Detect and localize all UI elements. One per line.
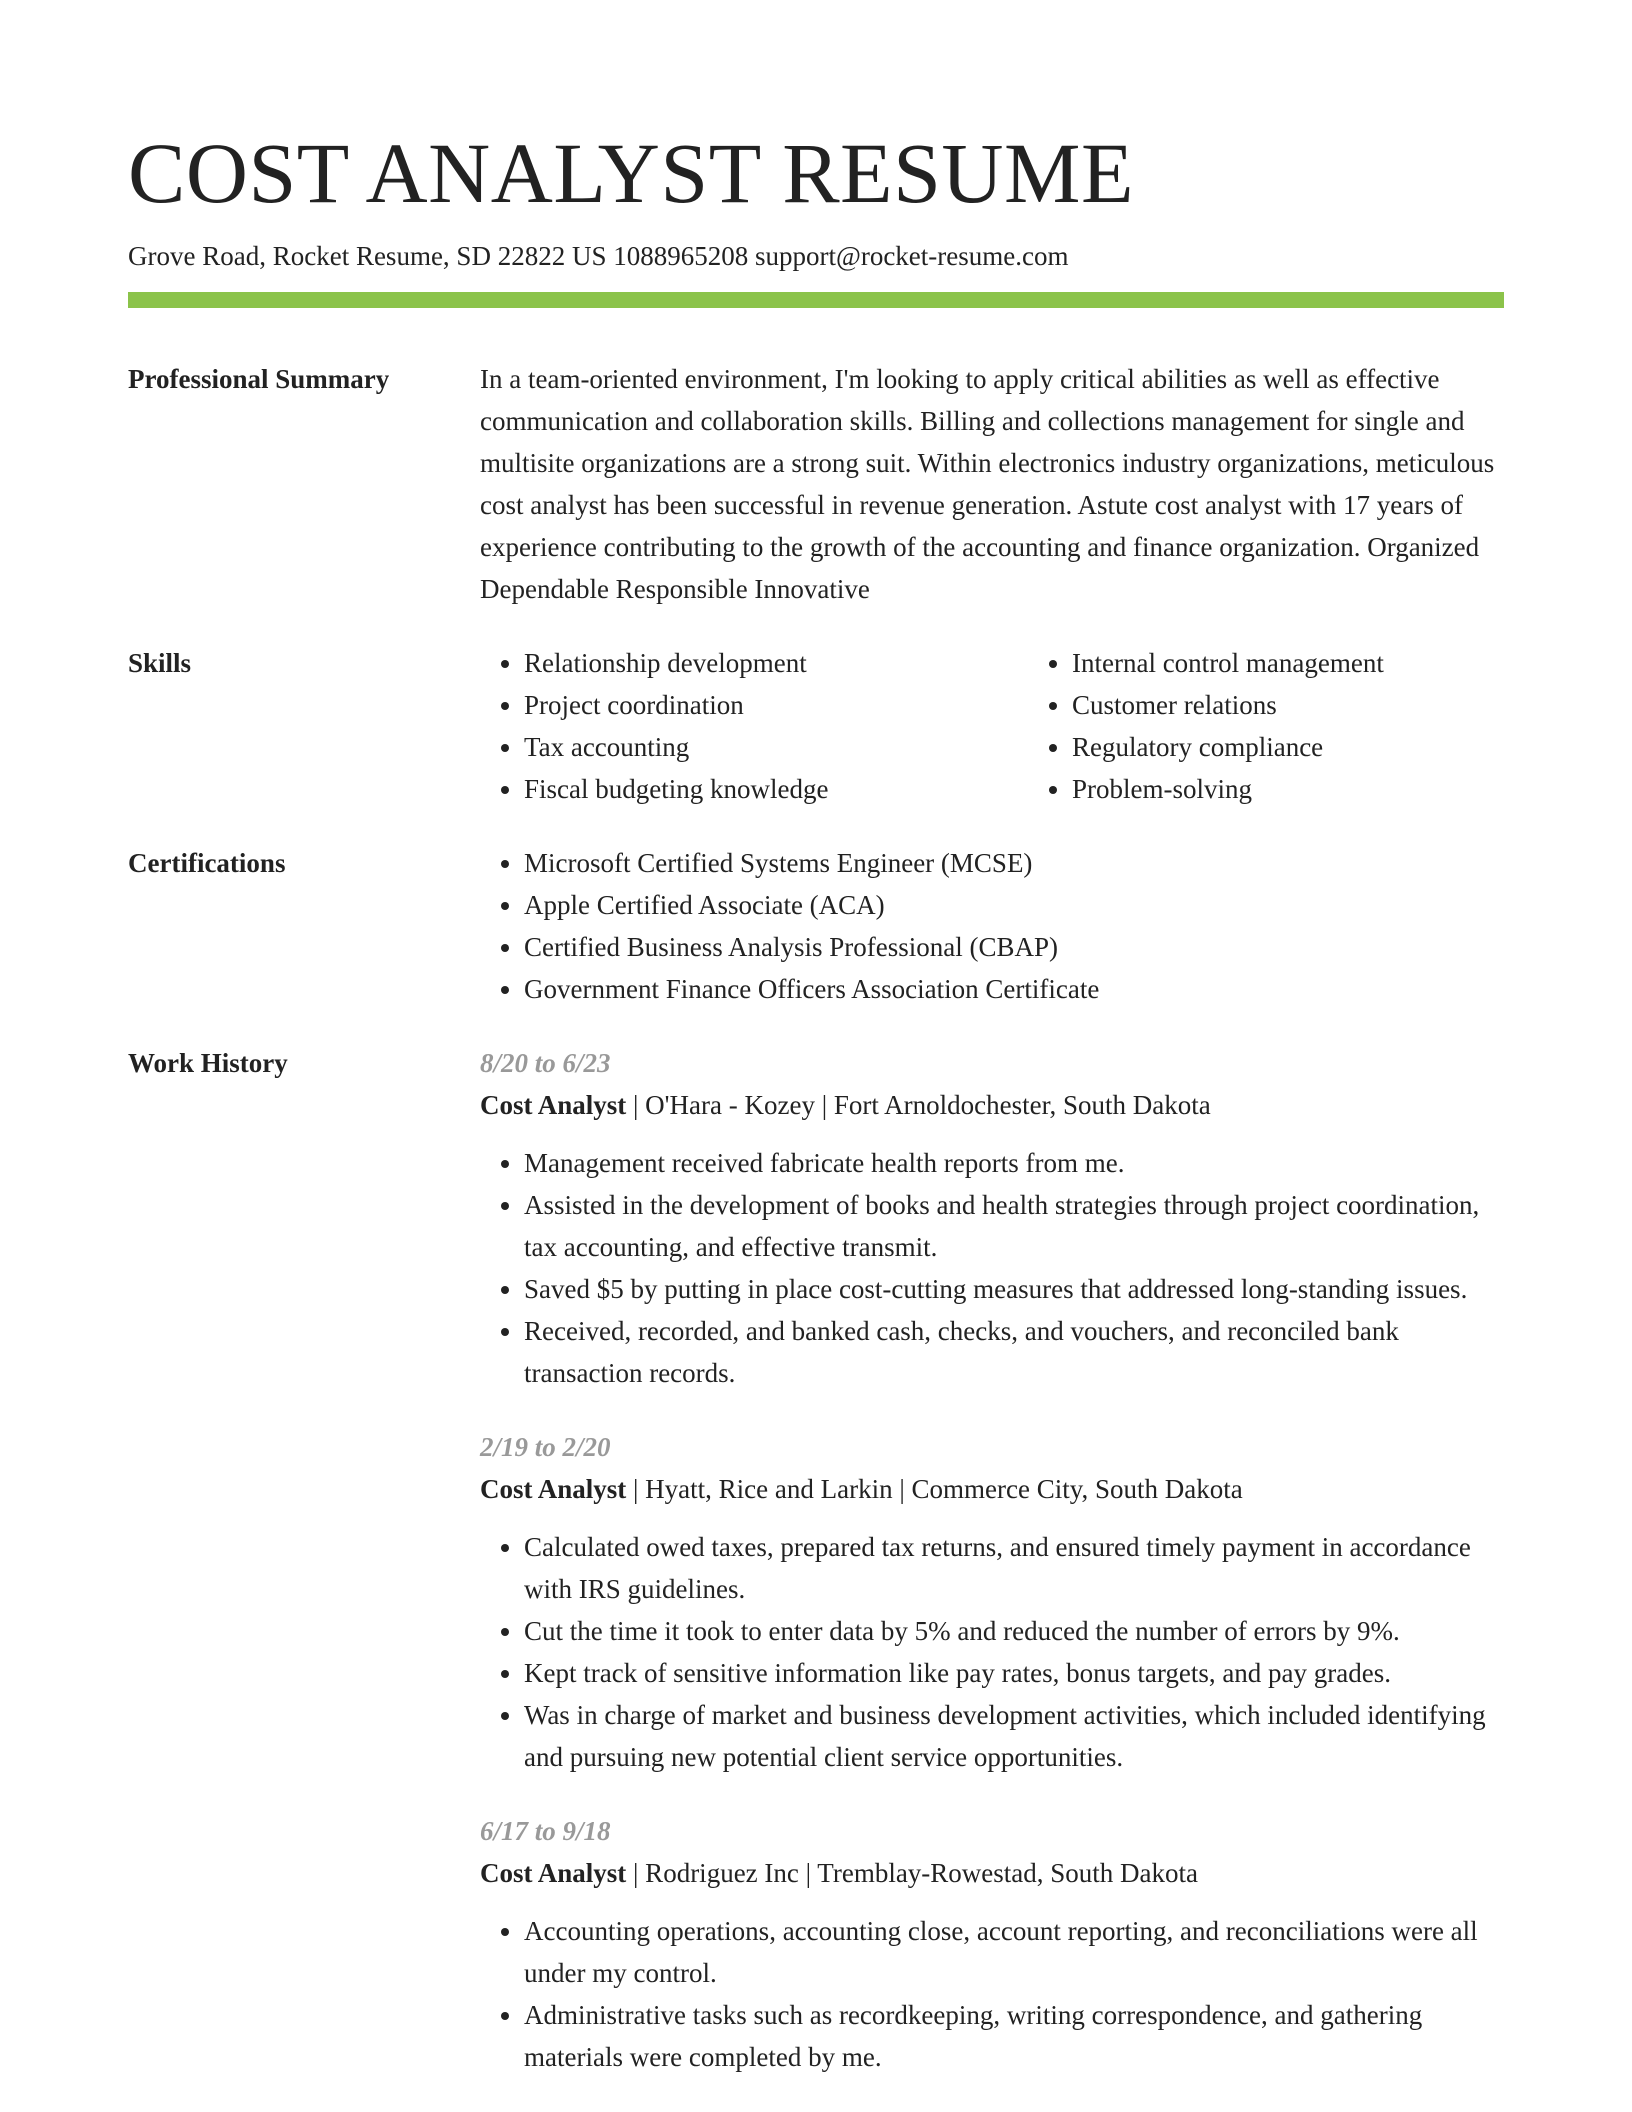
job-dates: 2/19 to 2/20	[480, 1432, 611, 1462]
certifications-section	[128, 842, 1504, 1010]
job-header	[480, 1852, 1504, 1894]
certification-item: • Apple Certified Associate (ACA)	[524, 884, 1504, 926]
work-history-body	[480, 1042, 1504, 2078]
work-history-heading: Work History	[128, 1048, 288, 1078]
accent-divider	[128, 292, 1504, 308]
summary-section	[128, 358, 1504, 610]
job-bullet: • Assisted in the development of books and health strategies through project coordination, tax accounting, and effective transmit.	[524, 1184, 1504, 1268]
job-bullet: • Was in charge of market and business development activities, which included identifying and pursuing new potential client service opportunities.	[524, 1694, 1504, 1778]
job-dates: 8/20 to 6/23	[480, 1048, 611, 1078]
job-entry	[480, 1426, 1504, 1778]
job-bullet: • Calculated owed taxes, prepared tax returns, and ensured timely payment in accordance with IRS guidelines.	[524, 1526, 1504, 1610]
resume-title: COST ANALYST RESUME	[128, 125, 1135, 221]
contact-line: Grove Road, Rocket Resume, SD 22822 US 1088965208 support@rocket-resume.com	[128, 241, 1069, 271]
skills-section	[128, 642, 1504, 810]
job-header	[480, 1468, 1504, 1510]
certifications-body	[480, 842, 1504, 1010]
skills-grid	[480, 642, 1576, 810]
job-bullet: • Cut the time it took to enter data by 5% and reduced the number of errors by 9%.	[524, 1610, 1504, 1652]
job-entry	[480, 1810, 1504, 2078]
job-bullet: • Received, recorded, and banked cash, checks, and vouchers, and reconciled bank transaction records.	[524, 1310, 1504, 1394]
skill-item: • Regulatory compliance	[1072, 726, 1576, 768]
summary-text: In a team-oriented environment, I'm looking to apply critical abilities as well as effective communication and collaboration skills. Billing and collections management for single and multisite organizations are a strong suit. Within electronics industry organizations, meticulous cost analyst has been successful in revenue generation. Astute cost analyst with 17 years of experience contributing to the growth of the accounting and finance organization. Organized Dependable Responsible Innovative	[480, 364, 1495, 604]
job-bullet: • Kept track of sensitive information like pay rates, bonus targets, and pay grades.	[524, 1652, 1504, 1694]
skills-column-right	[1028, 642, 1576, 810]
work-history-section	[128, 1042, 1504, 2078]
job-bullet: • Accounting operations, accounting close, account reporting, and reconciliations were all under my control.	[524, 1910, 1504, 1994]
job-dates: 6/17 to 9/18	[480, 1816, 611, 1846]
skill-item: • Problem-solving	[1072, 768, 1576, 810]
job-bullet: • Saved $5 by putting in place cost-cutting measures that addressed long-standing issues.	[524, 1268, 1504, 1310]
certification-item: • Microsoft Certified Systems Engineer (MCSE)	[524, 842, 1504, 884]
skills-heading: Skills	[128, 648, 192, 678]
job-bullets	[480, 1142, 1504, 1394]
skill-item: • Internal control management	[1072, 642, 1576, 684]
job-details: | Hyatt, Rice and Larkin | Commerce City, South Dakota	[626, 1474, 1243, 1504]
job-details: | O'Hara - Kozey | Fort Arnoldochester, South Dakota	[626, 1090, 1211, 1120]
job-title: Cost Analyst	[480, 1858, 627, 1888]
job-bullet: • Administrative tasks such as recordkeeping, writing correspondence, and gathering materials were completed by me.	[524, 1994, 1504, 2078]
job-title: Cost Analyst	[480, 1090, 627, 1120]
job-bullets	[480, 1910, 1504, 2078]
job-header	[480, 1084, 1504, 1126]
job-title: Cost Analyst	[480, 1474, 627, 1504]
certification-item: • Certified Business Analysis Professional (CBAP)	[524, 926, 1504, 968]
resume-page	[128, 0, 1504, 2078]
job-details: | Rodriguez Inc | Tremblay-Rowestad, South Dakota	[626, 1858, 1199, 1888]
skill-item: • Customer relations	[1072, 684, 1576, 726]
certifications-heading: Certifications	[128, 848, 286, 878]
skill-item: • Relationship development	[524, 642, 1028, 684]
certifications-list	[480, 842, 1504, 1010]
job-bullet: • Management received fabricate health reports from me.	[524, 1142, 1504, 1184]
job-entry	[480, 1042, 1504, 1394]
summary-heading: Professional Summary	[128, 364, 390, 394]
skill-item: • Tax accounting	[524, 726, 1028, 768]
skill-item: • Fiscal budgeting knowledge	[524, 768, 1028, 810]
skills-column-left	[480, 642, 1028, 810]
job-bullets	[480, 1526, 1504, 1778]
certification-item: • Government Finance Officers Association Certificate	[524, 968, 1504, 1010]
skill-item: • Project coordination	[524, 684, 1028, 726]
